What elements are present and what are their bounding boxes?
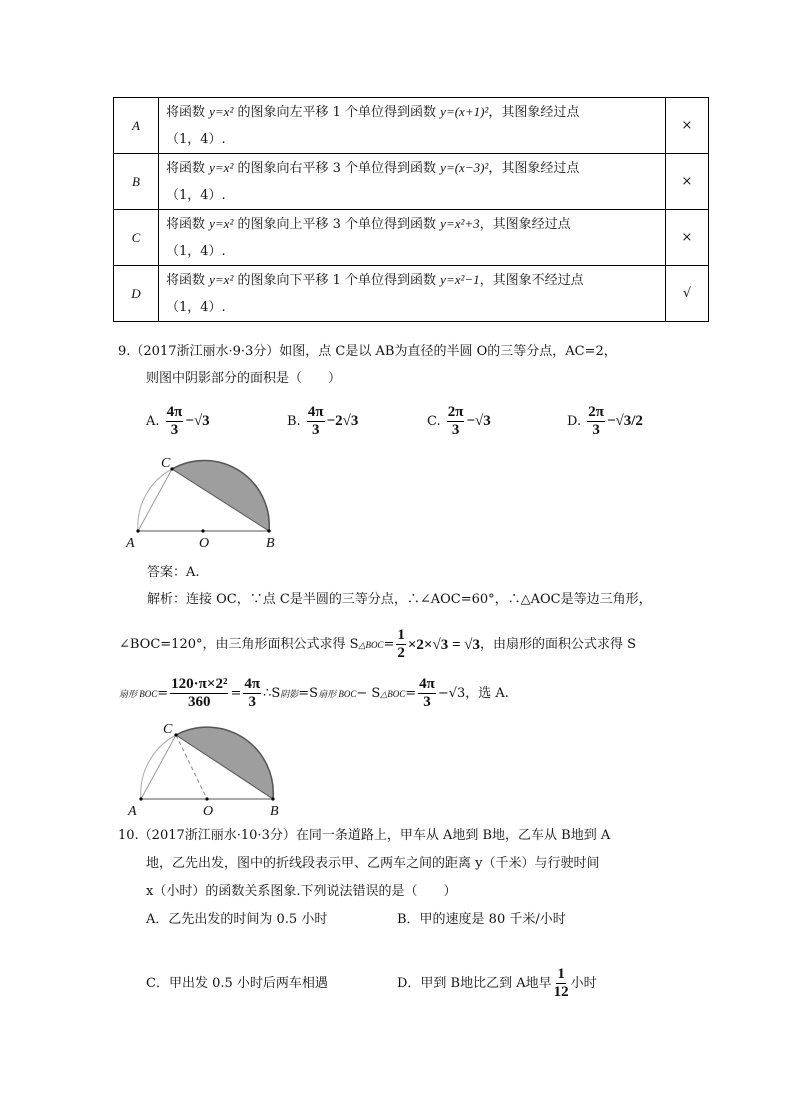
statement-text: ，其图象不经过点 — [479, 273, 584, 288]
q10-choice-a: A．乙先出发的时间为 0.5 小时 — [146, 912, 328, 927]
q10-stem-line1: 10.（2017浙江丽水·10·3分）在同一条道路上，甲车从 A地到 B地，乙车从 B地到 A — [118, 828, 611, 843]
fraction — [447, 404, 465, 439]
math-expression: ×2×√3 = √3 — [407, 636, 480, 653]
numerator: 4π — [244, 676, 261, 692]
denominator: 3 — [311, 422, 320, 438]
statement-text: 的图象向右平移 3 个单位得到函数 — [233, 161, 441, 176]
row-letter: A — [114, 98, 159, 154]
radical-term: −√3 — [185, 413, 210, 429]
row-statement — [159, 98, 666, 154]
choice-label: C. — [427, 414, 441, 429]
label-a: A — [128, 804, 137, 819]
statement-text: ，其图象经过点 — [479, 217, 571, 232]
subscript: 阴影 — [280, 688, 299, 699]
q10-choice-b: B．甲的速度是 80 千米/小时 — [397, 912, 566, 927]
row-letter: D — [114, 266, 159, 322]
choice-text: 小时 — [570, 975, 597, 991]
q9-analysis-line3: 扇形 BOC = $\frac{\text{120·π×2²}}{360}$ = $\frac{4\pi}{3}$ ∴S 阴影 =S 扇形 BOC − S △BOC = $\frac{4\pi}{3}$ −√3，选 A. — [119, 676, 509, 710]
result-expression: y=(x−3)² — [440, 160, 489, 175]
label-b: B — [270, 804, 279, 819]
subscript: △BOC — [358, 639, 384, 650]
table-row — [114, 98, 709, 154]
numerator: 2π — [447, 404, 464, 420]
point-a — [139, 797, 142, 800]
analysis-text: − S — [356, 685, 381, 701]
point-b — [267, 529, 270, 532]
fraction — [554, 966, 569, 1001]
fraction — [587, 404, 605, 439]
q9-choice-a — [146, 404, 210, 439]
statement-text: 将函数 — [166, 161, 210, 176]
denominator: 3 — [592, 422, 600, 438]
table-row — [114, 266, 709, 322]
label-c: C — [163, 722, 173, 737]
radical-term: −√3/2 — [606, 413, 643, 429]
row-statement — [159, 154, 666, 210]
point-o — [201, 529, 204, 532]
fraction — [396, 627, 406, 662]
numerator: 4π — [166, 404, 183, 420]
denominator: 3 — [170, 422, 179, 438]
row-statement — [159, 266, 666, 322]
subscript: 扇形 BOC — [119, 688, 158, 699]
point-text: （1，4）. — [166, 244, 226, 259]
point-text: （1，4）. — [166, 188, 226, 203]
denominator: 3 — [423, 694, 431, 710]
analysis-text: ∴S — [263, 685, 281, 701]
numerator: 2π — [588, 404, 604, 420]
label-b: B — [266, 536, 275, 551]
function-expression: y=x² — [209, 160, 234, 175]
function-expression: y=x² — [209, 272, 234, 287]
statement-text: 的图象向左平移 1 个单位得到函数 — [233, 105, 441, 120]
statement-text: 将函数 — [166, 217, 210, 232]
q10-stem-line2: 地，乙先出发，图中的折线段表示甲、乙两车之间的距离 y（千米）与行驶时间 — [146, 856, 600, 871]
point-c — [170, 467, 173, 470]
row-letter: B — [114, 154, 159, 210]
numerator: 4π — [307, 404, 324, 420]
q9-analysis-line2 — [119, 627, 636, 662]
q9-choice-c — [427, 404, 491, 439]
row-letter: C — [114, 210, 159, 266]
check-icon: √ — [666, 266, 709, 322]
point-b — [271, 797, 274, 800]
analysis-text: =S — [298, 685, 319, 701]
q9-stem-line1: 9.（2017浙江丽水·9·3分）如图，点 C是以 AB为直径的半圆 O的三等分点，AC=2， — [118, 344, 617, 359]
fraction — [418, 676, 436, 711]
shaded-segment — [176, 727, 273, 799]
label-o: O — [203, 804, 214, 819]
q10-choice-c: C．甲出发 0.5 小时后两车相遇 — [146, 976, 328, 991]
numerator: 1 — [557, 966, 565, 982]
denominator: 12 — [553, 984, 569, 1000]
result-expression: y=(x+1)² — [440, 104, 489, 119]
choice-label: B. — [287, 414, 301, 429]
denominator: 360 — [188, 694, 211, 710]
point-text: （1，4）. — [166, 300, 226, 315]
table-row — [114, 210, 709, 266]
numerator: 4π — [419, 676, 435, 692]
result-expression: y=x²−1 — [440, 272, 480, 287]
statement-text: ，其图象经过点 — [488, 161, 580, 176]
statement-text: 的图象向上平移 3 个单位得到函数 — [233, 217, 441, 232]
denominator: 2 — [397, 645, 405, 661]
q9-choice-b — [287, 404, 358, 439]
choice-label: A. — [146, 414, 160, 429]
function-expression: y=x² — [209, 216, 234, 231]
fraction — [166, 404, 184, 439]
statement-text: 将函数 — [166, 105, 210, 120]
cross-icon: × — [666, 98, 709, 154]
point-a — [136, 529, 139, 532]
label-c: C — [161, 456, 171, 471]
point-c — [174, 733, 177, 736]
q9-choice-d — [567, 404, 643, 439]
radical-term: −√3 — [466, 413, 491, 429]
q9-analysis-line1: 解析：连接 OC，∵点 C是半圆的三等分点，∴∠AOC=60°，∴△AOC是等边三角形， — [147, 592, 652, 607]
row-statement — [159, 210, 666, 266]
analysis-text: ∠BOC=120°，由三角形面积公式求得 S — [119, 636, 359, 652]
q9-answer: 答案：A. — [147, 565, 200, 580]
q9-stem-line2: 则图中阴影部分的面积是（ ） — [146, 371, 342, 386]
label-a: A — [126, 536, 135, 551]
numerator: 1 — [397, 627, 405, 643]
table-row — [114, 154, 709, 210]
point-text: （1，4）. — [166, 132, 226, 147]
analysis-text: = — [383, 636, 395, 652]
denominator: 3 — [248, 694, 256, 710]
statement-text: ，其图象经过点 — [488, 105, 580, 120]
analysis-text: −√3，选 A. — [437, 685, 509, 701]
statement-text: 的图象向下平移 1 个单位得到函数 — [233, 273, 441, 288]
label-o: O — [199, 536, 210, 551]
choice-label: D. — [567, 414, 582, 429]
statement-text: 将函数 — [166, 273, 210, 288]
point-o — [205, 797, 208, 800]
options-table — [113, 97, 709, 322]
denominator: 3 — [451, 422, 460, 438]
subscript: △BOC — [380, 688, 406, 699]
cross-icon: × — [666, 210, 709, 266]
analysis-text: ，由扇形的面积公式求得 S — [479, 636, 637, 652]
function-expression: y=x² — [209, 104, 234, 119]
radical-term: −2√3 — [326, 413, 359, 429]
fraction — [243, 676, 261, 711]
subscript: 扇形 BOC — [318, 688, 357, 699]
q10-stem-line3: x（小时）的函数关系图象.下列说法错误的是（ ） — [146, 884, 457, 899]
shaded-segment — [172, 460, 269, 531]
result-expression: y=x²+3 — [440, 216, 480, 231]
fraction — [170, 676, 228, 711]
fraction — [307, 404, 325, 439]
numerator: 120·π×2² — [171, 676, 228, 692]
q10-choice-d — [397, 966, 597, 1001]
cross-icon: × — [666, 154, 709, 210]
choice-text: D．甲到 B地比乙到 A地早 — [397, 975, 552, 991]
